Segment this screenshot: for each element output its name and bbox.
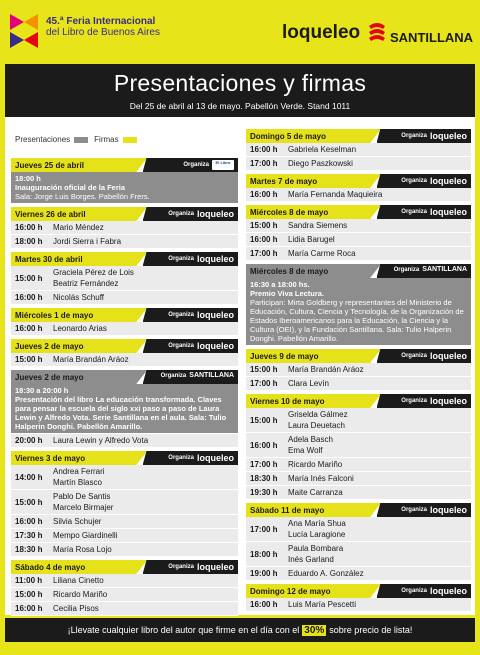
day-header	[246, 349, 471, 363]
day-header	[11, 451, 238, 465]
santillana-logo: SANTILLANA	[367, 21, 473, 45]
author-names	[53, 354, 238, 365]
author-name: Ana María Shua	[288, 519, 346, 528]
author-name: Luis María Pescetti	[288, 600, 357, 609]
organizer-logo: loqueleo	[196, 562, 234, 572]
signing-time: 18:00 h	[15, 237, 43, 246]
author-names	[288, 459, 471, 470]
day-block	[11, 207, 238, 249]
signing-time: 20:00 h	[15, 436, 43, 445]
author-names	[288, 220, 471, 231]
author-names	[288, 473, 471, 484]
author-name: Ema Wolf	[288, 446, 323, 455]
signing-time: 15:00 h	[15, 273, 43, 283]
day-block	[11, 370, 238, 448]
legend-firmas-swatch	[123, 137, 137, 143]
organizer-logo: loqueleo	[196, 209, 234, 219]
day-label: Sábado 11 de mayo	[250, 505, 325, 515]
organizer-logo: loqueleo	[429, 176, 467, 186]
organizer	[168, 310, 234, 320]
presentation-line: Participan: Mirta Goldberg y representantes del Ministerio de Educación, Cultura, Ciencia y Tecnología, de la Organización de Estados Iberoamericanos para la Educación, la Ciencia y la Cultura (OEI), y la Fundación Santillana. Sala: Tulio Halperin Donghi. Pabellón Amarillo.	[250, 298, 464, 343]
day-block	[246, 174, 471, 202]
author-name: Andrea Ferrari	[53, 467, 105, 476]
author-name: Martín Blasco	[53, 478, 102, 487]
author-names	[53, 292, 238, 303]
organiza-label: Organiza	[183, 162, 209, 168]
signing-row	[11, 266, 238, 291]
presentation-line: Sala: Jorge Luis Borges. Pabellón Frers.	[15, 192, 150, 201]
day-label: Domingo 12 de mayo	[250, 586, 331, 596]
signing-time: 15:00 h	[15, 497, 43, 507]
author-name: Paula Bombara	[288, 544, 344, 553]
santillana-icon	[367, 22, 387, 44]
day-header	[246, 264, 471, 278]
author-names	[53, 236, 238, 247]
signing-time: 19:00 h	[250, 569, 278, 578]
page-subtitle: Del 25 de abril al 13 de mayo. Pabellón Verde. Stand 1011	[129, 101, 351, 111]
author-name: Jordi Sierra i Fabra	[53, 237, 122, 246]
organiza-label: Organiza	[401, 133, 427, 139]
signing-time: 17:00 h	[250, 460, 278, 469]
organizer	[168, 209, 234, 219]
organiza-label: Organiza	[401, 507, 427, 513]
author-name: Graciela Pérez de Lois	[53, 268, 134, 277]
day-block	[11, 451, 238, 557]
day-block	[246, 205, 471, 261]
signing-time: 16:00 h	[15, 517, 43, 526]
organizer	[183, 160, 234, 170]
signing-row	[11, 434, 238, 448]
day-block	[11, 339, 238, 367]
signing-time: 15:00 h	[15, 590, 43, 599]
day-label: Viernes 26 de abril	[15, 209, 86, 219]
author-name: Liliana Cinetto	[53, 576, 104, 585]
signing-row	[246, 143, 471, 157]
author-names	[288, 568, 471, 579]
organiza-label: Organiza	[168, 256, 194, 262]
header	[0, 0, 480, 64]
author-name: Leonardo Arias	[53, 324, 107, 333]
organiza-label: Organiza	[160, 372, 187, 379]
signing-time: 16:00 h	[15, 293, 43, 302]
day-header	[246, 584, 471, 598]
author-names	[53, 589, 238, 600]
signing-row	[11, 490, 238, 515]
day-block	[246, 129, 471, 171]
author-name: María Brandán Aráoz	[53, 355, 129, 364]
signing-time: 11:00 h	[15, 576, 43, 585]
day-label: Sábado 4 de mayo	[15, 562, 86, 572]
signing-time: 17:00 h	[250, 524, 278, 534]
organizer	[394, 266, 467, 273]
author-name: Diego Paszkowski	[288, 159, 353, 168]
author-names	[53, 603, 238, 614]
author-names	[288, 409, 471, 431]
author-name: María Inés Falconi	[288, 474, 354, 483]
organizer	[401, 131, 467, 141]
signing-time: 18:00 h	[250, 549, 278, 559]
day-label: Jueves 25 de abril	[15, 160, 84, 170]
signing-row	[246, 247, 471, 261]
schedule-column-left	[11, 158, 238, 619]
signing-time: 16:00 h	[250, 235, 278, 244]
signing-time: 16:00 h	[250, 440, 278, 450]
day-header	[11, 308, 238, 322]
author-names	[53, 544, 238, 555]
author-names	[288, 378, 471, 389]
presentation-row	[11, 384, 238, 434]
presentation-line: 16:30 a 18:00 hs.	[250, 280, 310, 289]
author-names	[288, 543, 471, 565]
organizer-logo: loqueleo	[196, 453, 234, 463]
author-names	[288, 248, 471, 259]
signing-row	[246, 517, 471, 542]
author-names	[53, 575, 238, 586]
legend-presentaciones-label: Presentaciones	[15, 135, 71, 144]
organiza-label: Organiza	[401, 398, 427, 404]
author-name: María Carme Roca	[288, 249, 356, 258]
organizer	[401, 396, 467, 406]
presentation-line: 18:00 h	[15, 174, 41, 183]
author-names	[288, 434, 471, 456]
footer-banner	[5, 618, 475, 642]
author-names	[53, 267, 238, 289]
signing-row	[246, 472, 471, 486]
legend	[15, 135, 143, 144]
signing-row	[246, 598, 471, 612]
signing-row	[246, 188, 471, 202]
signing-time: 16:00 h	[15, 324, 43, 333]
signing-time: 16:00 h	[15, 223, 43, 232]
day-label: Domingo 5 de mayo	[250, 131, 327, 141]
organiza-label: Organiza	[401, 353, 427, 359]
organizer	[168, 254, 234, 264]
signing-time: 15:00 h	[15, 355, 43, 364]
day-block	[246, 349, 471, 391]
organizer-logo: loqueleo	[429, 586, 467, 596]
presentation-line: Presentación del libro La educación transformada. Claves para pensar la escuela del siglo xxi paso a paso de Laura Lewin y Alfredo Vota. Serie Santillana en el aula. Sala: Tulio Halperin Donghi. Pabellón Amarillo.	[15, 395, 227, 431]
organiza-label: Organiza	[401, 178, 427, 184]
signing-time: 18:30 h	[15, 545, 43, 554]
organiza-label: Organiza	[401, 209, 427, 215]
author-name: María Fernanda Maquieira	[288, 190, 383, 199]
author-names	[53, 323, 238, 334]
presentation-line: Premio Viva Lectura.	[250, 289, 325, 298]
organizer-logo: loqueleo	[429, 131, 467, 141]
author-names	[288, 599, 471, 610]
loqueleo-logo: loqueleo	[282, 22, 361, 43]
signing-time: 14:00 h	[15, 472, 43, 482]
author-names	[53, 491, 238, 513]
day-block	[246, 264, 471, 346]
author-name: Cecilia Pisos	[53, 604, 99, 613]
day-label: Miércoles 8 de mayo	[250, 207, 329, 217]
day-block	[246, 584, 471, 612]
organiza-label: Organiza	[168, 564, 194, 570]
organizer-logo: loqueleo	[196, 254, 234, 264]
day-label: Viernes 10 de mayo	[250, 396, 325, 406]
signing-time: 18:30 h	[250, 474, 278, 483]
organiza-label: Organiza	[168, 211, 194, 217]
signing-time: 17:00 h	[250, 249, 278, 258]
day-block	[246, 503, 471, 581]
day-block	[11, 252, 238, 305]
organiza-label: Organiza	[168, 312, 194, 318]
day-header	[246, 174, 471, 188]
signing-time: 16:00 h	[250, 145, 278, 154]
signing-time: 17:00 h	[250, 379, 278, 388]
signing-time: 15:00 h	[250, 365, 278, 374]
signing-time: 15:00 h	[250, 415, 278, 425]
author-name: Pablo De Santis	[53, 492, 111, 501]
author-name: Laura Lewin y Alfredo Vota	[53, 436, 149, 445]
discount-badge: 30%	[304, 624, 325, 636]
signing-row	[11, 221, 238, 235]
organiza-label: Organiza	[401, 588, 427, 594]
signing-row	[11, 602, 238, 616]
signing-row	[11, 291, 238, 305]
legend-firmas-label: Firmas	[94, 135, 119, 144]
organizer	[401, 586, 467, 596]
author-name: Lucía Laragione	[288, 530, 346, 539]
day-header	[11, 158, 238, 172]
author-name: Lidia Barugel	[288, 235, 335, 244]
author-name: Maite Carranza	[288, 488, 343, 497]
day-header	[246, 205, 471, 219]
schedule-column-right	[246, 129, 471, 615]
organizer	[161, 372, 234, 379]
title-bar	[5, 64, 475, 117]
author-names	[53, 530, 238, 541]
signing-row	[11, 543, 238, 557]
author-names	[288, 364, 471, 375]
author-name: Sandra Siemens	[288, 221, 348, 230]
signing-row	[246, 486, 471, 500]
author-name: Mario Méndez	[53, 223, 104, 232]
author-names	[288, 234, 471, 245]
organizer	[401, 505, 467, 515]
day-block	[246, 394, 471, 500]
signing-row	[246, 458, 471, 472]
signing-row	[246, 377, 471, 391]
author-name: Marcelo Birmajer	[53, 503, 114, 512]
author-name: Adela Basch	[288, 435, 333, 444]
el-libro-logo: El Libro	[212, 160, 234, 170]
signing-row	[11, 322, 238, 336]
organizer	[168, 453, 234, 463]
presentation-row	[11, 172, 238, 204]
day-header	[246, 503, 471, 517]
author-names	[288, 144, 471, 155]
signing-time: 17:30 h	[15, 531, 43, 540]
organizer	[168, 562, 234, 572]
author-names	[288, 518, 471, 540]
signing-row	[246, 363, 471, 377]
footer-text-end: sobre precio de lista!	[329, 625, 413, 635]
organizer-logo: loqueleo	[429, 505, 467, 515]
day-block	[11, 158, 238, 204]
organiza-label: Organiza	[393, 266, 420, 273]
feria-title: 45.ª Feria Internacional del Libro de Buenos Aires	[46, 16, 160, 38]
author-name: Eduardo A. González	[288, 569, 364, 578]
day-label: Jueves 2 de mayo	[15, 341, 84, 351]
organizer	[168, 341, 234, 351]
signing-row	[246, 157, 471, 171]
signing-time: 16:00 h	[250, 600, 278, 609]
day-header	[11, 560, 238, 574]
author-name: Nicolás Schuff	[53, 293, 104, 302]
author-name: Clara Levín	[288, 379, 329, 388]
author-name: María Brandán Aráoz	[288, 365, 364, 374]
author-names	[53, 222, 238, 233]
day-label: Viernes 3 de mayo	[15, 453, 86, 463]
day-label: Jueves 2 de mayo	[15, 372, 84, 382]
day-block	[11, 308, 238, 336]
author-names	[53, 466, 238, 488]
author-names	[53, 516, 238, 527]
signing-row	[11, 353, 238, 367]
organizer	[401, 207, 467, 217]
organiza-label: Organiza	[168, 455, 194, 461]
organizer	[401, 176, 467, 186]
presentation-row	[246, 278, 471, 346]
signing-row	[246, 542, 471, 567]
signing-row	[11, 574, 238, 588]
day-label: Jueves 9 de mayo	[250, 351, 319, 361]
author-name: María Rosa Lojo	[53, 545, 112, 554]
author-name: Mempo Giardinelli	[53, 531, 118, 540]
organizer-logo: SANTILLANA	[189, 372, 234, 379]
author-names	[53, 435, 238, 446]
day-label: Miércoles 1 de mayo	[15, 310, 94, 320]
feria-logo-icon	[10, 14, 38, 48]
day-header	[11, 339, 238, 353]
author-name: Laura Deuetach	[288, 421, 345, 430]
presentation-line: 18:30 a 20:00 h	[15, 386, 69, 395]
day-header	[246, 394, 471, 408]
page-title: Presentaciones y firmas	[113, 70, 367, 96]
author-name: Silvia Schujer	[53, 517, 102, 526]
signing-time: 17:00 h	[250, 159, 278, 168]
author-name: Ricardo Mariño	[288, 460, 343, 469]
presentation-line: Inauguración oficial de la Feria	[15, 183, 126, 192]
organizer-logo: loqueleo	[429, 396, 467, 406]
footer-text-start: ¡Llevate cualquier libro del autor que firme en el día con el	[67, 625, 300, 635]
day-label: Miércoles 8 de mayo	[250, 266, 329, 276]
signing-time: 16:00 h	[15, 604, 43, 613]
author-name: Ricardo Mariño	[53, 590, 108, 599]
organizer-logo: loqueleo	[429, 351, 467, 361]
signing-time: 16:00 h	[250, 190, 278, 199]
signing-row	[11, 235, 238, 249]
legend-presentaciones-swatch	[74, 137, 88, 143]
signing-time: 15:00 h	[250, 221, 278, 230]
author-name: Griselda Gálmez	[288, 410, 348, 419]
signing-row	[246, 433, 471, 458]
organizer	[401, 351, 467, 361]
author-names	[288, 487, 471, 498]
signing-row	[246, 408, 471, 433]
author-name: Beatriz Fernández	[53, 279, 119, 288]
signing-row	[11, 529, 238, 543]
day-label: Martes 30 de abril	[15, 254, 83, 264]
day-header	[11, 207, 238, 221]
day-label: Martes 7 de mayo	[250, 176, 318, 186]
organizer-logo: loqueleo	[429, 207, 467, 217]
author-names	[288, 189, 471, 200]
program-panel	[5, 64, 475, 615]
author-names	[288, 158, 471, 169]
organizer-logo: loqueleo	[196, 310, 234, 320]
signing-row	[246, 567, 471, 581]
day-header	[246, 129, 471, 143]
signing-row	[11, 588, 238, 602]
organiza-label: Organiza	[168, 343, 194, 349]
signing-time: 19:30 h	[250, 488, 278, 497]
organizer-logo: SANTILLANA	[422, 266, 467, 273]
author-name: Inés Garland	[288, 555, 334, 564]
organizer-logo: loqueleo	[196, 341, 234, 351]
signing-row	[11, 515, 238, 529]
day-header	[11, 252, 238, 266]
day-header	[11, 370, 238, 384]
signing-row	[11, 465, 238, 490]
day-block	[11, 560, 238, 616]
signing-row	[246, 219, 471, 233]
author-name: Gabriela Keselman	[288, 145, 357, 154]
signing-row	[246, 233, 471, 247]
